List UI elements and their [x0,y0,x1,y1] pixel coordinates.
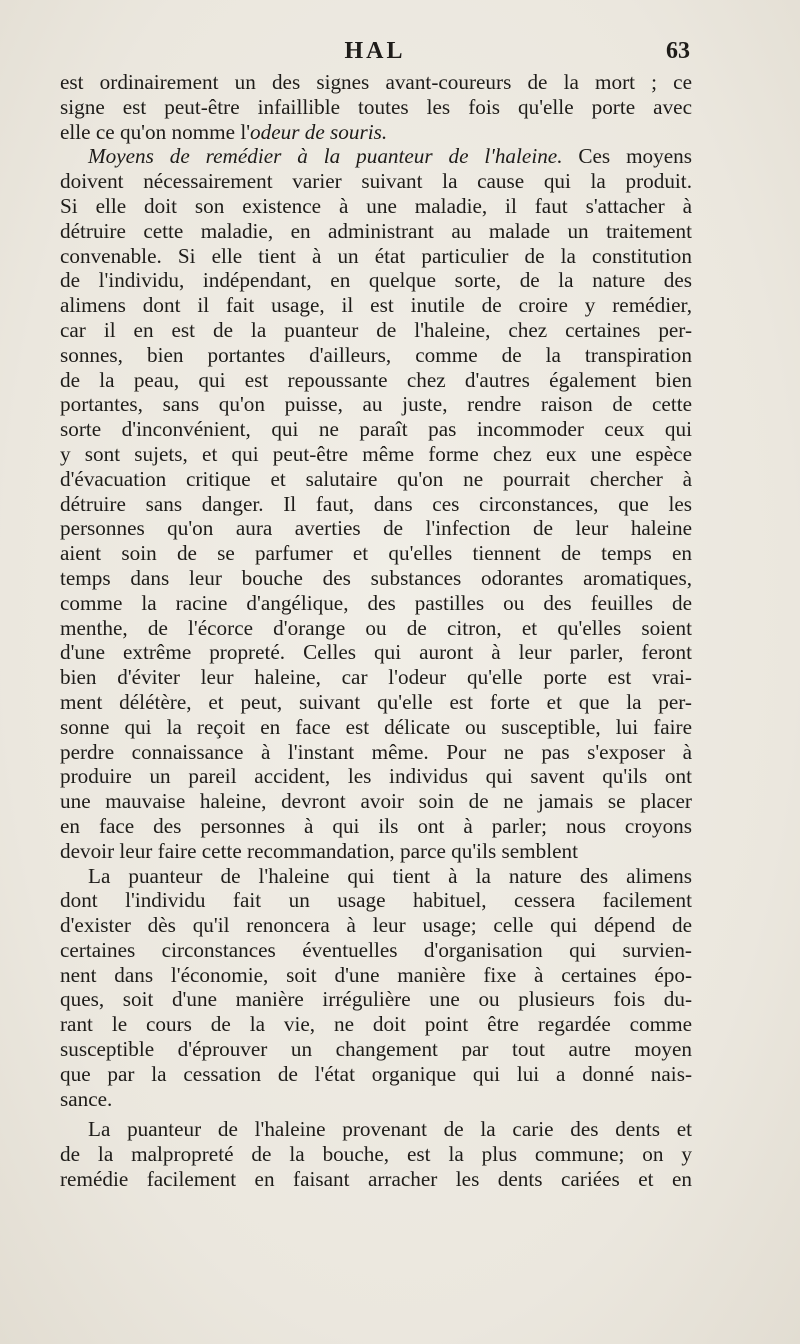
text-line: car il en est de la puanteur de l'haleine, chez certaines per- [60,317,692,342]
text-line: La puanteur de l'haleine qui tient à la nature des alimens [88,863,692,888]
text-line: en face des personnes à qui ils ont à parler; nous croyons [60,813,692,838]
text-line: d'évacuation critique et salutaire qu'on ne pourrait chercher à [60,466,692,491]
text-line: convenable. Si elle tient à un état particulier de la constitution [60,243,692,268]
text-line: détruire cette maladie, en administrant au malade un traitement [60,218,692,243]
text-line: Si elle doit son existence à une maladie, il faut s'attacher à [60,193,692,218]
text-line: aient soin de se parfumer et qu'elles tiennent de temps en [60,541,692,566]
text-line: portantes, sans qu'on puisse, au juste, rendre raison de cette [60,392,692,417]
text-line: est ordinairement un des signes avant-coureurs de la mort ; ce [60,70,692,94]
paragraph-3 [60,864,692,1112]
text-line: de l'individu, indépendant, en quelque sorte, de la nature des [60,268,692,293]
text-line: une mauvaise haleine, devront avoir soin de ne jamais se placer [60,789,692,814]
text-line: devoir leur faire cette recommandation, parce qu'ils semblent [60,838,578,863]
paragraph-2 [60,144,692,863]
text-line: ment délétère, et peut, suivant qu'elle est forte et que la per- [60,689,692,714]
text-line: ques, soit d'une manière irrégulière une ou plusieurs fois du- [60,987,692,1012]
text-line: perdre connaissance à l'instant même. Pour ne pas s'exposer à [60,739,692,764]
text-line: sonnes, bien portantes d'ailleurs, comme de la transpiration [60,342,692,367]
text-line: d'exister dès qu'il renoncera à leur usage; celle qui dépend de [60,913,692,938]
section-heading: Moyens de remédier à la puanteur de l'haleine. [88,144,563,169]
text-line: remédie facilement en faisant arracher les dents cariées et en [60,1167,692,1192]
text-line [60,120,692,145]
text-line: doivent nécessairement varier suivant la cause qui la produit. [60,169,692,194]
text-line: sance. [60,1086,113,1111]
body-text [60,70,692,1192]
text-line: bien d'éviter leur haleine, car l'odeur qu'elle porte est vrai- [60,665,692,690]
text-line: de la peau, qui est repoussante chez d'autres également bien [60,367,692,392]
text-line: y sont sujets, et qui peut-être même forme chez eux une espèce [60,441,692,466]
text-line: personnes qu'on aura averties de l'infection de leur haleine [60,516,692,541]
text-line: sonne qui la reçoit en face est délicate ou susceptible, lui faire [60,714,692,739]
text-run: elle ce qu'on nomme l' [60,119,251,144]
italic-term: odeur de souris. [250,119,388,144]
paragraph-4 [60,1117,692,1191]
running-head: HAL [344,38,406,64]
text-line: susceptible d'éprouver un changement par tout autre moyen [60,1037,692,1062]
text-line: de la malpropreté de la bouche, est la plus commune; on y [60,1142,692,1167]
text-line [60,144,692,169]
text-line: d'une extrême propreté. Celles qui auront à leur parler, feront [60,640,692,665]
text-line: produire un pareil accident, les individus qui savent qu'ils ont [60,764,692,789]
text-line: détruire sans danger. Il faut, dans ces circonstances, que les [60,491,692,516]
text-line: dont l'individu fait un usage habituel, cessera facilement [60,888,692,913]
text-line: menthe, de l'écorce d'orange ou de citron, et qu'elles soient [60,615,692,640]
text-line: rant le cours de la vie, ne doit point être regardée comme [60,1012,692,1037]
text-line: La puanteur de l'haleine provenant de la carie des dents et [88,1117,692,1142]
text-line: que par la cessation de l'état organique qui lui a donné nais- [60,1061,692,1086]
text-line: sorte d'inconvénient, qui ne paraît pas incommoder ceux qui [60,417,692,442]
paragraph-1 [60,70,692,144]
text-line: certaines circonstances éventuelles d'organisation qui survien- [60,937,692,962]
text-line: alimens dont il fait usage, il est inutile de croire y remédier, [60,293,692,318]
page-header [60,36,690,70]
text-line: temps dans leur bouche des substances odorantes aromatiques, [60,565,692,590]
text-line: comme la racine d'angélique, des pastilles ou des feuilles de [60,590,692,615]
page-number: 63 [666,38,690,64]
text-line: signe est peut-être infaillible toutes les fois qu'elle porte avec [60,94,692,119]
text-line: nent dans l'économie, soit d'une manière fixe à certaines épo- [60,962,692,987]
text-run: Ces moyens [562,144,692,169]
